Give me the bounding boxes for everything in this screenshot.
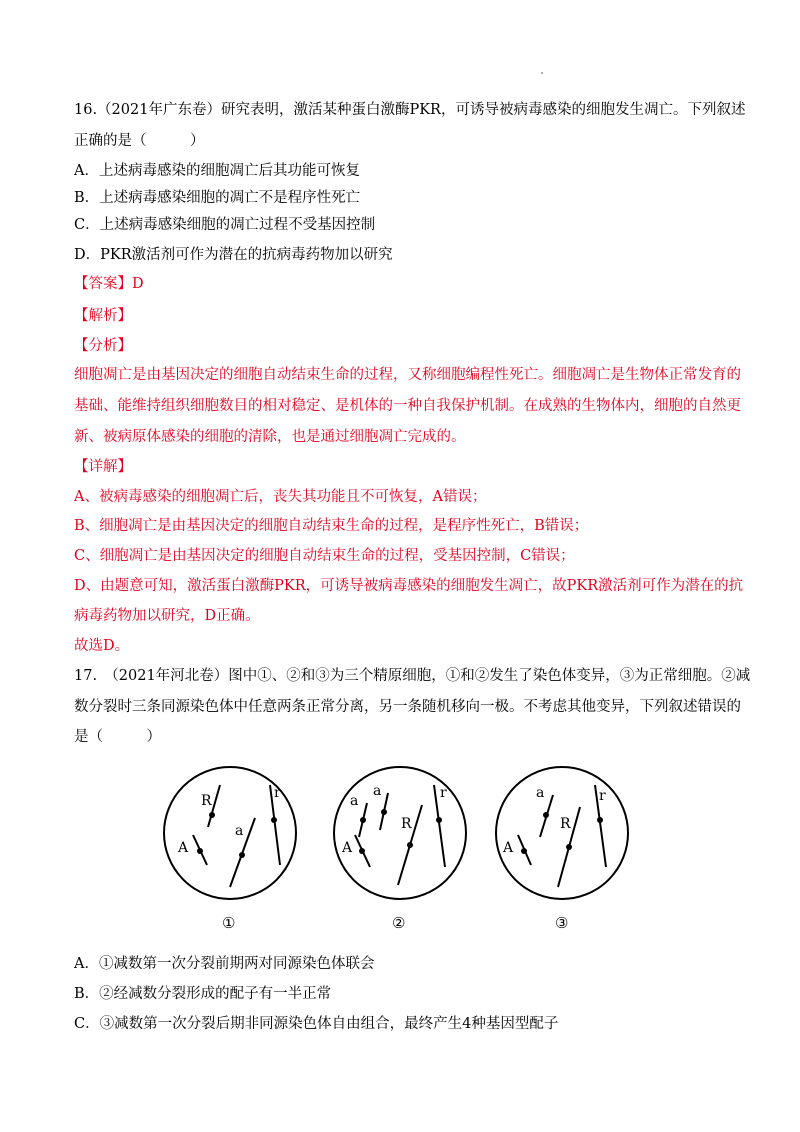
label-a: a bbox=[235, 823, 244, 839]
cell-3 bbox=[496, 767, 628, 932]
label-A: A bbox=[178, 840, 189, 856]
label-r: r bbox=[440, 785, 447, 801]
q16-stem-line2: 正确的是（ ） bbox=[74, 133, 205, 149]
spermatogonia-figure bbox=[160, 765, 640, 940]
q16-fenxi-line2: 基础、能维持组织细胞数目的相对稳定、是机体的一种自我保护机制。在成熟的生物体内，细胞的自然更 bbox=[74, 398, 741, 414]
centromere bbox=[597, 817, 603, 823]
centromere bbox=[381, 809, 387, 815]
q16-fenxi-tag: 【分析】 bbox=[74, 338, 132, 354]
cell-2-caption: ② bbox=[392, 914, 406, 932]
label-R: R bbox=[201, 793, 212, 809]
centromere bbox=[360, 817, 366, 823]
q17-stem-line3: 是（ ） bbox=[74, 729, 161, 745]
centromere bbox=[209, 812, 215, 818]
cell-1-caption: ① bbox=[222, 914, 236, 932]
centromere bbox=[521, 848, 527, 854]
cell-3-membrane bbox=[496, 767, 628, 899]
label-r: r bbox=[599, 788, 606, 804]
q16-fenxi-line1: 细胞凋亡是由基因决定的细胞自动结束生命的过程，又称细胞编程性死亡。细胞凋亡是生物体正常发育的 bbox=[74, 367, 741, 383]
q16-answer bbox=[74, 273, 144, 295]
answer-tag: 【答案】 bbox=[74, 276, 132, 292]
cell-2 bbox=[334, 767, 466, 932]
q16-detail-d2: 病毒药物加以研究，D正确。 bbox=[74, 608, 260, 624]
q16-analysis-tag: 【解析】 bbox=[74, 308, 132, 324]
q16-option-a: A．上述病毒感染的细胞凋亡后其功能可恢复 bbox=[74, 163, 360, 179]
label-R: R bbox=[560, 816, 571, 832]
centromere bbox=[359, 848, 365, 854]
label-a: a bbox=[536, 785, 545, 801]
q16-option-d: D．PKR激活剂可作为潜在的抗病毒药物加以研究 bbox=[74, 247, 393, 263]
centromere bbox=[239, 852, 245, 858]
centromere bbox=[566, 844, 572, 850]
centromere bbox=[197, 848, 203, 854]
q17-stem-line2: 数分裂时三条同源染色体中任意两条正常分离，另一条随机移向一极。不考虑其他变异，下列叙述错误的 bbox=[74, 699, 741, 715]
q16-detail-a: A、被病毒感染的细胞凋亡后，丧失其功能且不可恢复，A错误； bbox=[74, 489, 487, 505]
q16-fenxi-line3: 新、被病原体感染的细胞的清除，也是通过细胞凋亡完成的。 bbox=[74, 429, 466, 445]
q16-option-c: C．上述病毒感染细胞的凋亡过程不受基因控制 bbox=[74, 217, 376, 233]
centromere bbox=[543, 812, 549, 818]
q16-detail-c: C、细胞凋亡是由基因决定的细胞自动结束生命的过程，受基因控制，C错误； bbox=[74, 548, 575, 564]
page-speck bbox=[541, 72, 543, 74]
cell-1 bbox=[164, 767, 296, 932]
q17-option-c: C．③减数第一次分裂后期非同源染色体自由组合，最终产生4种基因型配子 bbox=[74, 1016, 559, 1032]
q16-detail-tag: 【详解】 bbox=[74, 459, 132, 475]
q16-option-b: B．上述病毒感染细胞的凋亡不是程序性死亡 bbox=[74, 190, 361, 206]
cell-3-caption: ③ bbox=[555, 914, 569, 932]
q16-conclusion: 故选D。 bbox=[74, 638, 130, 654]
label-r: r bbox=[274, 785, 281, 801]
q17-option-b: B．②经减数分裂形成的配子有一半正常 bbox=[74, 986, 332, 1002]
centromere bbox=[271, 817, 277, 823]
centromere bbox=[436, 817, 442, 823]
q16-stem-line1: 16.（2021年广东卷）研究表明，激活某种蛋白激酶PKR，可诱导被病毒感染的细胞发生凋亡。下列叙述 bbox=[74, 102, 746, 118]
answer-value: D bbox=[132, 276, 144, 292]
q16-detail-d1: D、由题意可知，激活蛋白激酶PKR，可诱导被病毒感染的细胞发生凋亡，故PKR激活剂可作为潜在的抗 bbox=[74, 578, 744, 594]
label-a2: a bbox=[373, 783, 382, 799]
label-A: A bbox=[342, 840, 353, 856]
label-a1: a bbox=[350, 793, 359, 809]
centromere bbox=[407, 842, 413, 848]
label-R: R bbox=[401, 816, 412, 832]
q17-stem-line1: 17. （2021年河北卷）图中①、②和③为三个精原细胞，①和②发生了染色体变异，③为正常细胞。②减 bbox=[74, 668, 751, 684]
q17-option-a: A．①减数第一次分裂前期两对同源染色体联会 bbox=[74, 956, 375, 972]
label-A: A bbox=[503, 840, 514, 856]
q16-detail-b: B、细胞凋亡是由基因决定的细胞自动结束生命的过程，是程序性死亡，B错误； bbox=[74, 518, 589, 534]
